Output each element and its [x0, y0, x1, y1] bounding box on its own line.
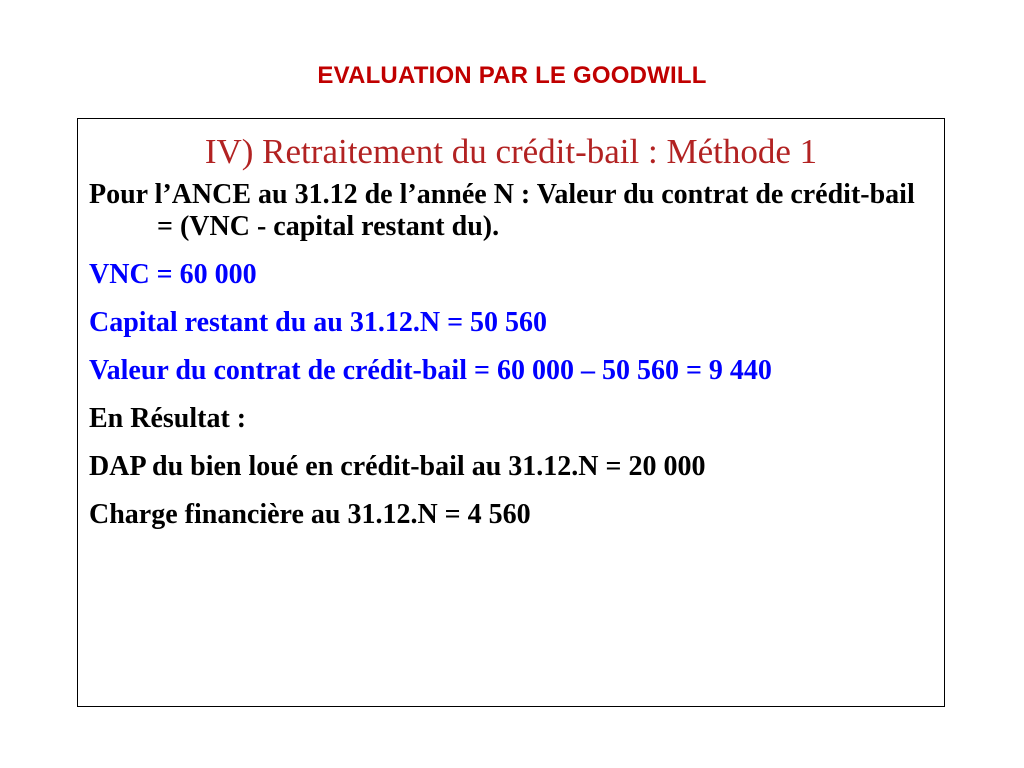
slide-title: EVALUATION PAR LE GOODWILL [317, 62, 707, 89]
text-line-dap: DAP du bien loué en crédit-bail au 31.12.N = 20 000 [89, 451, 706, 482]
text-line-vnc: VNC = 60 000 [89, 259, 257, 290]
text-line-capital: Capital restant du au 31.12.N = 50 560 [89, 307, 548, 338]
text-line-context: Pour l’ANCE au 31.12 de l’année N : Valeur du contrat de crédit-bail = (VNC - capital restant du). [89, 179, 915, 242]
content-box [77, 118, 945, 707]
text-line-contract-value: Valeur du contrat de crédit-bail = 60 000 – 50 560 = 9 440 [89, 355, 772, 386]
text-line-result-label: En Résultat : [89, 403, 247, 434]
text-line-financial-charge: Charge financière au 31.12.N = 4 560 [89, 499, 531, 530]
section-heading: IV) Retraitement du crédit-bail : Méthode 1 [204, 132, 818, 171]
